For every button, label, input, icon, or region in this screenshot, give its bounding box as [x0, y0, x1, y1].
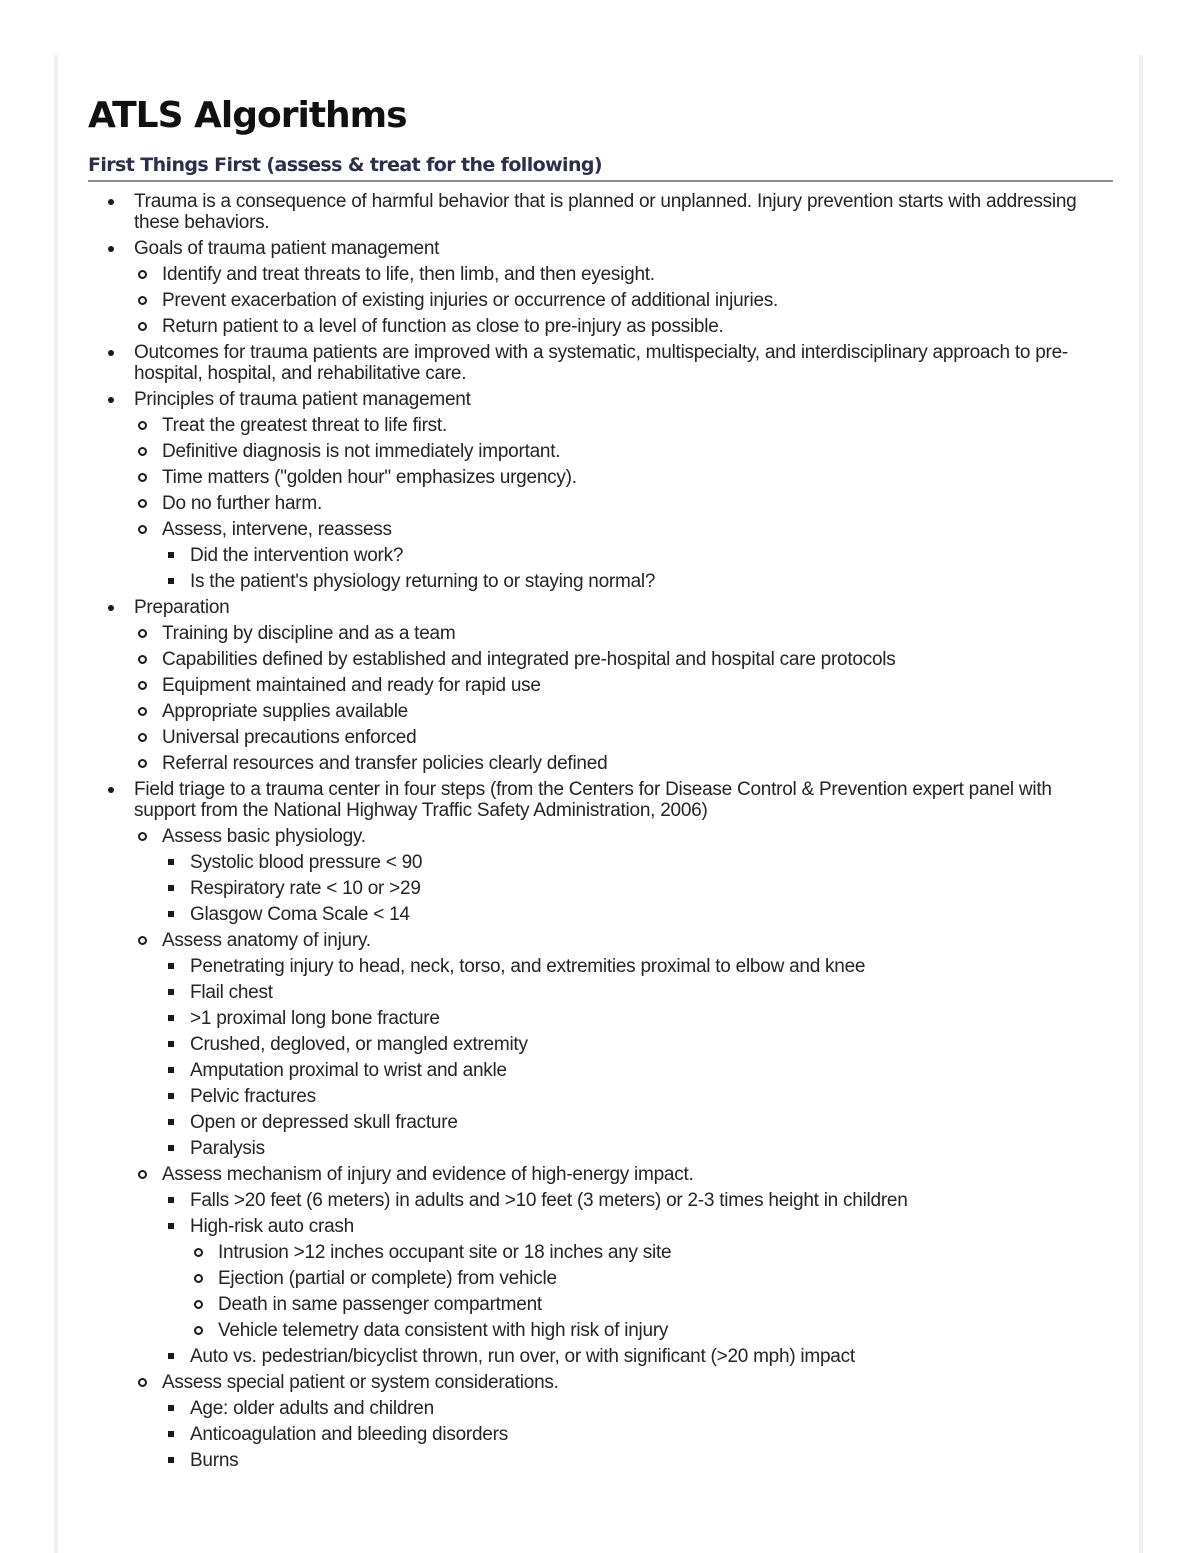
nested-list	[134, 264, 1113, 337]
list-item-text: Death in same passenger compartment	[218, 1294, 1113, 1315]
list-item	[134, 675, 1113, 696]
list-item-text: Treat the greatest threat to life first.	[162, 415, 1113, 436]
list-item	[162, 1190, 1113, 1211]
list-item	[162, 1086, 1113, 1107]
nested-list	[134, 623, 1113, 774]
page-edge-left	[54, 55, 58, 1553]
list-item-text: Age: older adults and children	[190, 1398, 1113, 1419]
list-item-text: Principles of trauma patient management	[134, 389, 1113, 410]
list-item-text: Paralysis	[190, 1138, 1113, 1159]
list-item-text: Assess mechanism of injury and evidence of high-energy impact.	[162, 1164, 1113, 1185]
list-item-text: Identify and treat threats to life, then limb, and then eyesight.	[162, 264, 1113, 285]
list-item	[134, 264, 1113, 285]
list-item-text: Systolic blood pressure < 90	[190, 852, 1113, 873]
list-item-text: Assess, intervene, reassess	[162, 519, 1113, 540]
nested-list	[134, 826, 1113, 1471]
nested-list	[162, 852, 1113, 925]
list-item	[162, 1216, 1113, 1341]
list-item-text: Anticoagulation and bleeding disorders	[190, 1424, 1113, 1445]
list-item-text: Goals of trauma patient management	[134, 238, 1113, 259]
list-item-text: Return patient to a level of function as close to pre-injury as possible.	[162, 316, 1113, 337]
list-item	[162, 1346, 1113, 1367]
list-item-text: Universal precautions enforced	[162, 727, 1113, 748]
list-item-text: >1 proximal long bone fracture	[190, 1008, 1113, 1029]
list-item	[134, 1372, 1113, 1471]
document-page	[88, 92, 1113, 1471]
nested-list	[134, 415, 1113, 592]
list-item	[162, 545, 1113, 566]
list-item	[88, 238, 1113, 337]
list-item	[162, 571, 1113, 592]
list-item-text: Training by discipline and as a team	[162, 623, 1113, 644]
list-item-text: Field triage to a trauma center in four steps (from the Centers for Disease Control & Prevention expert panel with support from the National Highway Traffic Safety Administration, 2006)	[134, 779, 1113, 821]
list-item	[134, 727, 1113, 748]
list-item	[162, 982, 1113, 1003]
list-item-text: High-risk auto crash	[190, 1216, 1113, 1237]
list-item-text: Auto vs. pedestrian/bicyclist thrown, run over, or with significant (>20 mph) impact	[190, 1346, 1113, 1367]
list-item	[162, 1060, 1113, 1081]
section-heading: First Things First (assess & treat for the following)	[88, 152, 1113, 182]
list-item-text: Definitive diagnosis is not immediately important.	[162, 441, 1113, 462]
list-item	[162, 878, 1113, 899]
list-item	[162, 904, 1113, 925]
list-item-text: Assess special patient or system considerations.	[162, 1372, 1113, 1393]
list-item	[134, 1164, 1113, 1367]
list-item-text: Burns	[190, 1450, 1113, 1471]
list-item-text: Ejection (partial or complete) from vehicle	[218, 1268, 1113, 1289]
list-item-text: Preparation	[134, 597, 1113, 618]
list-item	[134, 290, 1113, 311]
list-item-text: Equipment maintained and ready for rapid use	[162, 675, 1113, 696]
list-item	[190, 1242, 1113, 1263]
list-item-text: Open or depressed skull fracture	[190, 1112, 1113, 1133]
list-item-text: Time matters ("golden hour" emphasizes urgency).	[162, 467, 1113, 488]
list-item	[190, 1268, 1113, 1289]
list-item-text: Penetrating injury to head, neck, torso, and extremities proximal to elbow and knee	[190, 956, 1113, 977]
list-item	[162, 1398, 1113, 1419]
bullet-outline	[88, 191, 1113, 1471]
list-item	[134, 753, 1113, 774]
list-item	[134, 493, 1113, 514]
list-item-text: Respiratory rate < 10 or >29	[190, 878, 1113, 899]
list-item	[134, 316, 1113, 337]
list-item	[162, 956, 1113, 977]
nested-list	[162, 545, 1113, 592]
list-item-text: Intrusion >12 inches occupant site or 18 inches any site	[218, 1242, 1113, 1263]
list-item	[134, 930, 1113, 1159]
nested-list	[162, 1190, 1113, 1367]
list-item	[134, 441, 1113, 462]
list-item	[162, 1450, 1113, 1471]
list-item	[88, 597, 1113, 774]
list-item-text: Did the intervention work?	[190, 545, 1113, 566]
page-title: ATLS Algorithms	[88, 95, 407, 136]
list-item	[162, 852, 1113, 873]
list-item-text: Appropriate supplies available	[162, 701, 1113, 722]
nested-list	[190, 1242, 1113, 1341]
list-item	[134, 467, 1113, 488]
list-item-text: Do no further harm.	[162, 493, 1113, 514]
list-item	[134, 623, 1113, 644]
list-item-text: Prevent exacerbation of existing injuries or occurrence of additional injuries.	[162, 290, 1113, 311]
list-item-text: Trauma is a consequence of harmful behavior that is planned or unplanned. Injury prevention starts with addressing these behaviors.	[134, 191, 1113, 233]
list-item	[162, 1112, 1113, 1133]
list-item-text: Flail chest	[190, 982, 1113, 1003]
list-item	[88, 342, 1113, 384]
list-item-text: Crushed, degloved, or mangled extremity	[190, 1034, 1113, 1055]
list-item	[134, 826, 1113, 925]
list-item	[162, 1138, 1113, 1159]
list-item	[88, 191, 1113, 233]
list-item	[190, 1294, 1113, 1315]
list-item	[190, 1320, 1113, 1341]
nested-list	[162, 956, 1113, 1159]
list-item	[162, 1034, 1113, 1055]
list-item-text: Glasgow Coma Scale < 14	[190, 904, 1113, 925]
list-item	[134, 701, 1113, 722]
list-item-text: Is the patient's physiology returning to or staying normal?	[190, 571, 1113, 592]
list-item-text: Vehicle telemetry data consistent with high risk of injury	[218, 1320, 1113, 1341]
list-item-text: Outcomes for trauma patients are improved with a systematic, multispecialty, and interdisciplinary approach to pre-hospital, hospital, and rehabilitative care.	[134, 342, 1113, 384]
list-item	[88, 779, 1113, 1471]
list-item	[134, 649, 1113, 670]
list-item	[134, 519, 1113, 592]
list-item-text: Falls >20 feet (6 meters) in adults and >10 feet (3 meters) or 2-3 times height in children	[190, 1190, 1113, 1211]
list-item-text: Amputation proximal to wrist and ankle	[190, 1060, 1113, 1081]
list-item	[162, 1008, 1113, 1029]
nested-list	[162, 1398, 1113, 1471]
list-item	[88, 389, 1113, 592]
list-item-text: Assess anatomy of injury.	[162, 930, 1113, 951]
page-edge-right	[1139, 55, 1143, 1553]
list-item-text: Assess basic physiology.	[162, 826, 1113, 847]
list-item	[134, 415, 1113, 436]
list-item-text: Capabilities defined by established and integrated pre-hospital and hospital care protocols	[162, 649, 1113, 670]
list-item	[162, 1424, 1113, 1445]
list-item-text: Referral resources and transfer policies clearly defined	[162, 753, 1113, 774]
list-item-text: Pelvic fractures	[190, 1086, 1113, 1107]
